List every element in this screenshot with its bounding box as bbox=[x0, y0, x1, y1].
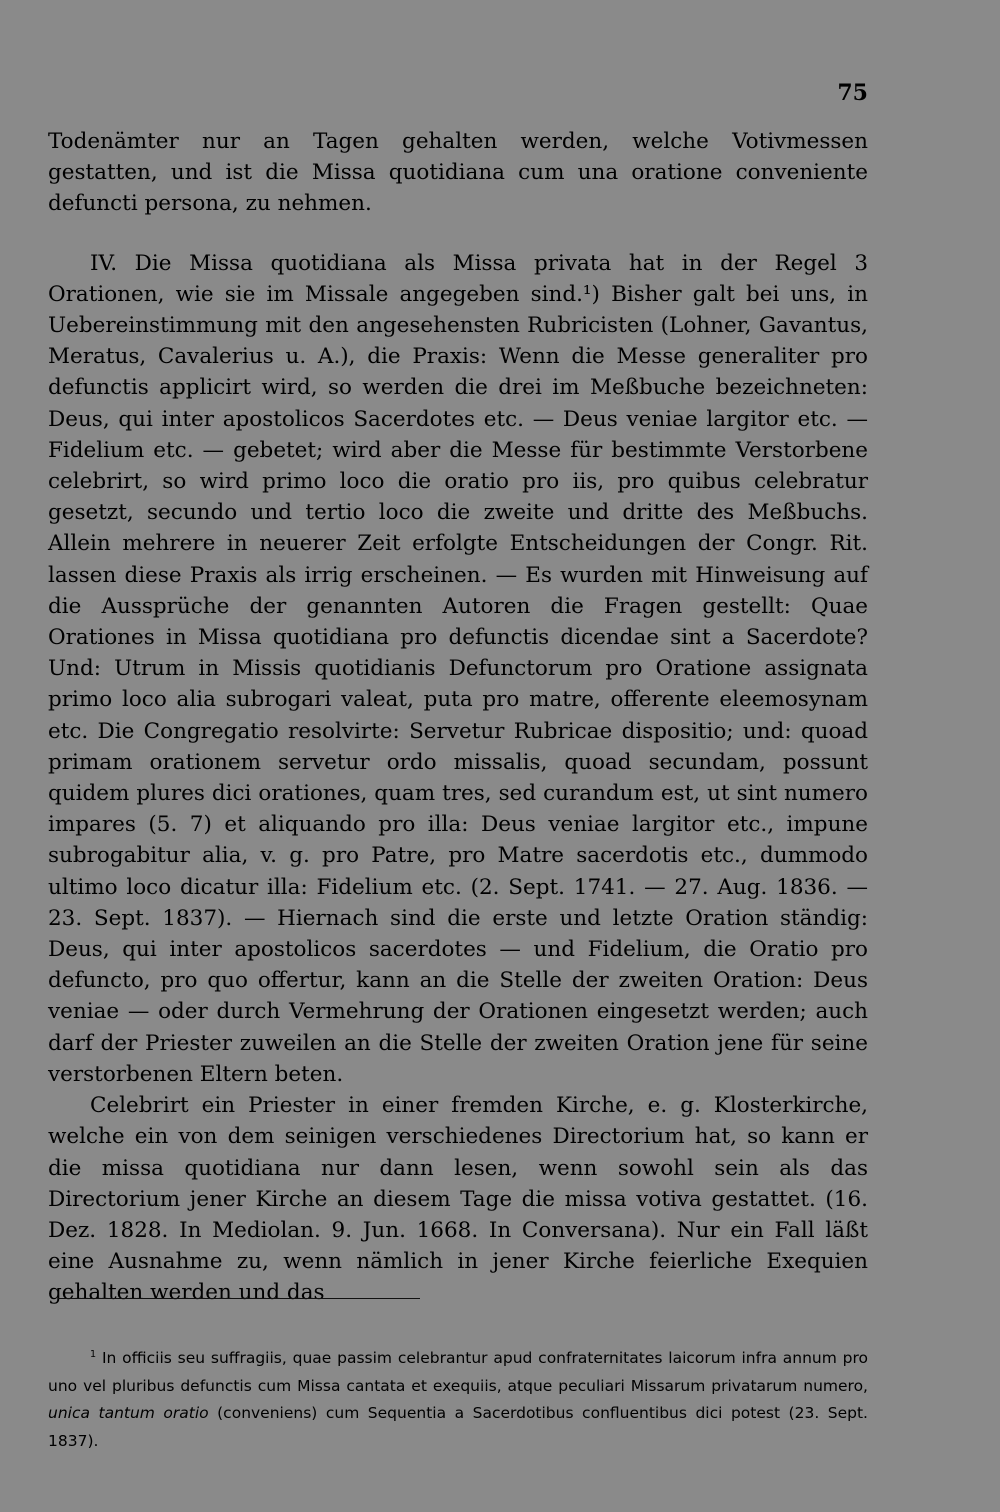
paragraph-foreign-church: Celebrirt ein Priester in einer fremden Kirche, e. g. Klosterkirche, welche ein von dem seinigen verschiedenes Directorium hat, so kann er die missa quotidiana nur dann lesen, wenn sowohl sein als das Directorium jener Kirche an diesem Tage die missa votiva gestattet. (16. Dez. 1828. In Mediolan. 9. Jun. 1668. In Conversana). Nur ein Fall läßt eine Ausnahme zu, wenn nämlich in jener Kirche feierliche Exequien gehalten werden und das bbox=[48, 1093, 868, 1306]
paragraph-continuation: Todenämter nur an Tagen gehalten werden, welche Votivmessen gestatten, und ist die Missa quotidiana cum una oratione conveniente defuncti persona, zu nehmen. bbox=[48, 129, 868, 217]
main-text bbox=[48, 126, 868, 1309]
footnote-separator bbox=[58, 1298, 420, 1299]
page-number: 75 bbox=[837, 80, 868, 106]
footnote-italic-phrase: unica tantum oratio bbox=[48, 1404, 209, 1422]
footnote-text bbox=[48, 1345, 868, 1455]
footnote-text-part-2: (conveniens) cum Sequentia a Sacerdotibus confluentibus dici potest (23. Sept. 1837). bbox=[48, 1404, 868, 1450]
footnote-marker: 1 bbox=[90, 1348, 97, 1360]
footnote-text-part-1: In officiis seu suffragiis, quae passim celebrantur apud confraternitates laicorum infra annum pro uno vel pluribus defunctis cum Missa cantata et exequiis, atque peculiari Missarum privatarum numero, bbox=[48, 1349, 869, 1395]
footnote bbox=[48, 1345, 868, 1455]
paragraph-section-iv: IV. Die Missa quotidiana als Missa privata hat in der Regel 3 Orationen, wie sie im Missale angegeben sind.¹) Bisher galt bei uns, in Uebereinstimmung mit den angesehensten Rubricisten (Lohner, Gavantus, Meratus, Cavalerius u. A.), die Praxis: Wenn die Messe generaliter pro defunctis applicirt wird, so werden die drei im Meßbuche bezeichneten: Deus, qui inter apostolicos Sacerdotes etc. — Deus veniae largitor etc. — Fidelium etc. — gebetet; wird aber die Messe für bestimmte Verstorbene celebrirt, so wird primo loco die oratio pro iis, pro quibus celebratur gesetzt, secundo und tertio loco die zweite und dritte des Meßbuchs. Allein mehrere in neuerer Zeit erfolgte Entscheidungen der Congr. Rit. lassen diese Praxis als irrig erscheinen. — Es wurden mit Hinweisung auf die Aussprüche der genannten Autoren die Fragen gestellt: Quae Orationes in Missa quotidiana pro defunctis dicendae sint a Sacerdote? Und: Utrum in Missis quotidianis Defunctorum pro Oratione assignata primo loco alia subrogari valeat, puta pro matre, offerente eleemosynam etc. Die Congregatio resolvirte: Servetur Rubricae dispositio; und: quoad primam orationem servetur ordo missalis, quoad secundam, possunt quidem plures dici orationes, quam tres, sed curandum est, ut sint numero impares (5. 7) et aliquando pro illa: Deus veniae largitor etc., impune subrogabitur alia, v. g. pro Patre, pro Matre sacerdotis etc., dummodo ultimo loco dicatur illa: Fidelium etc. (2. Sept. 1741. — 27. Aug. 1836. — 23. Sept. 1837). — Hiernach sind die erste und letzte Oration ständig: Deus, qui inter apostolicos sacerdotes — und Fidelium, die Oratio pro defuncto, pro quo offertur, kann an die Stelle der zweiten Oration: Deus veniae — oder durch Vermehrung der Orationen eingesetzt werden; auch darf der Priester zuweilen an die Stelle der zweiten Oration jene für seine verstorbenen Eltern beten. bbox=[48, 250, 868, 1087]
